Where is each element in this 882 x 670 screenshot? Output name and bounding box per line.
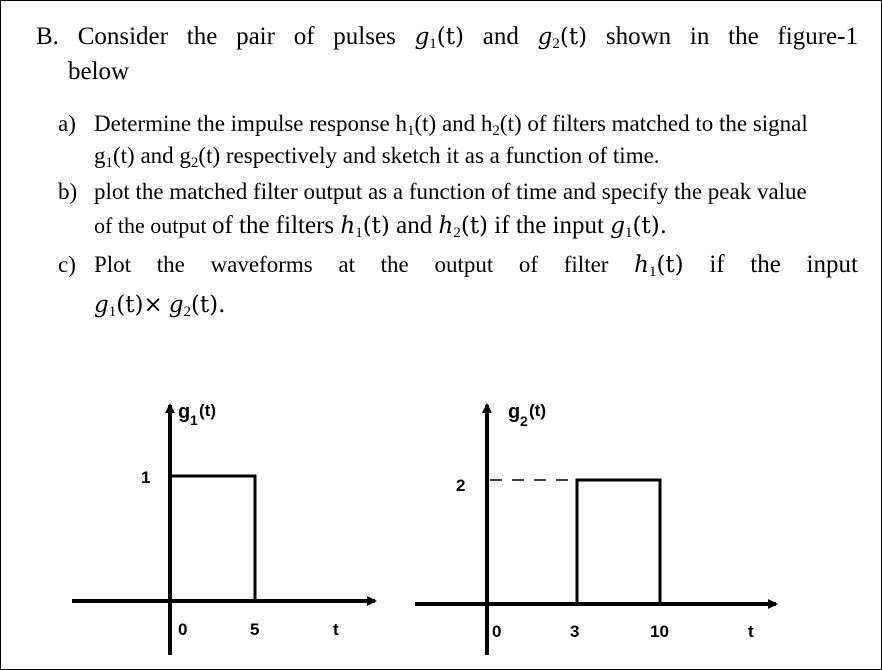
g2-x-axis-label: t xyxy=(748,622,754,641)
g2-label-g: g xyxy=(508,401,521,423)
g2-tick-0: 0 xyxy=(492,622,502,641)
g1-x-axis-label: t xyxy=(333,620,339,639)
g2-label-t: (t) xyxy=(529,401,546,420)
g1-pulse xyxy=(170,476,255,601)
problem-label: B. xyxy=(36,23,59,50)
part-b-label: b) xyxy=(58,179,78,204)
g2-tick-3: 3 xyxy=(570,622,580,641)
word: the xyxy=(728,23,759,50)
part-c-label: c) xyxy=(58,252,76,277)
g2-label-sub: 2 xyxy=(520,413,528,429)
word: pulses xyxy=(333,23,396,50)
g2-pulse xyxy=(577,480,660,604)
g1-tick-5: 5 xyxy=(250,620,260,639)
word: in xyxy=(689,23,710,50)
g1-label-g: g xyxy=(178,401,191,423)
g2-plot xyxy=(415,401,776,655)
part-a-line2: $g_1(t)$ and $g_2(t)$ respectively and sketch it as a function of time. xyxy=(94,143,660,171)
word: Consider xyxy=(77,23,168,50)
part-b-line2: of the output of the filters $h_1(t)$ and $h_2(t)$ if the input $g_1(t)$. xyxy=(94,212,668,241)
g1-label-t: (t) xyxy=(199,401,216,420)
g2-tick-10: 10 xyxy=(650,622,669,641)
word: pair xyxy=(236,23,275,50)
g2-level-label: 2 xyxy=(456,476,466,495)
part-c-line2: $g_1(t)\times g_2(t)$. xyxy=(94,292,226,320)
math-g1: $g_1(t)$ xyxy=(414,24,464,52)
part-a-label: a) xyxy=(58,111,76,136)
word: shown xyxy=(605,23,672,50)
word: of xyxy=(293,23,315,50)
part-b-line1: plot the matched filter output as a function of time and specify the peak value xyxy=(94,179,807,204)
problem-intro-line2: below xyxy=(68,58,130,85)
math-g2: $g_2(t)$ xyxy=(537,24,588,52)
g1-level-label: 1 xyxy=(141,468,151,487)
g1-tick-0: 0 xyxy=(178,620,188,639)
part-a-line1: Determine the impulse response $h_1(t)$ and $h_2(t)$ of filters matched to the signal xyxy=(94,111,808,139)
word: figure-1 xyxy=(777,23,858,50)
word: the xyxy=(186,23,218,50)
part-c-line1: Plot the waveforms at the output of filter $h_1(t)$ if the input xyxy=(94,251,858,280)
g1-plot xyxy=(72,401,375,655)
g1-label-sub: 1 xyxy=(190,412,198,428)
word: and xyxy=(482,23,519,50)
